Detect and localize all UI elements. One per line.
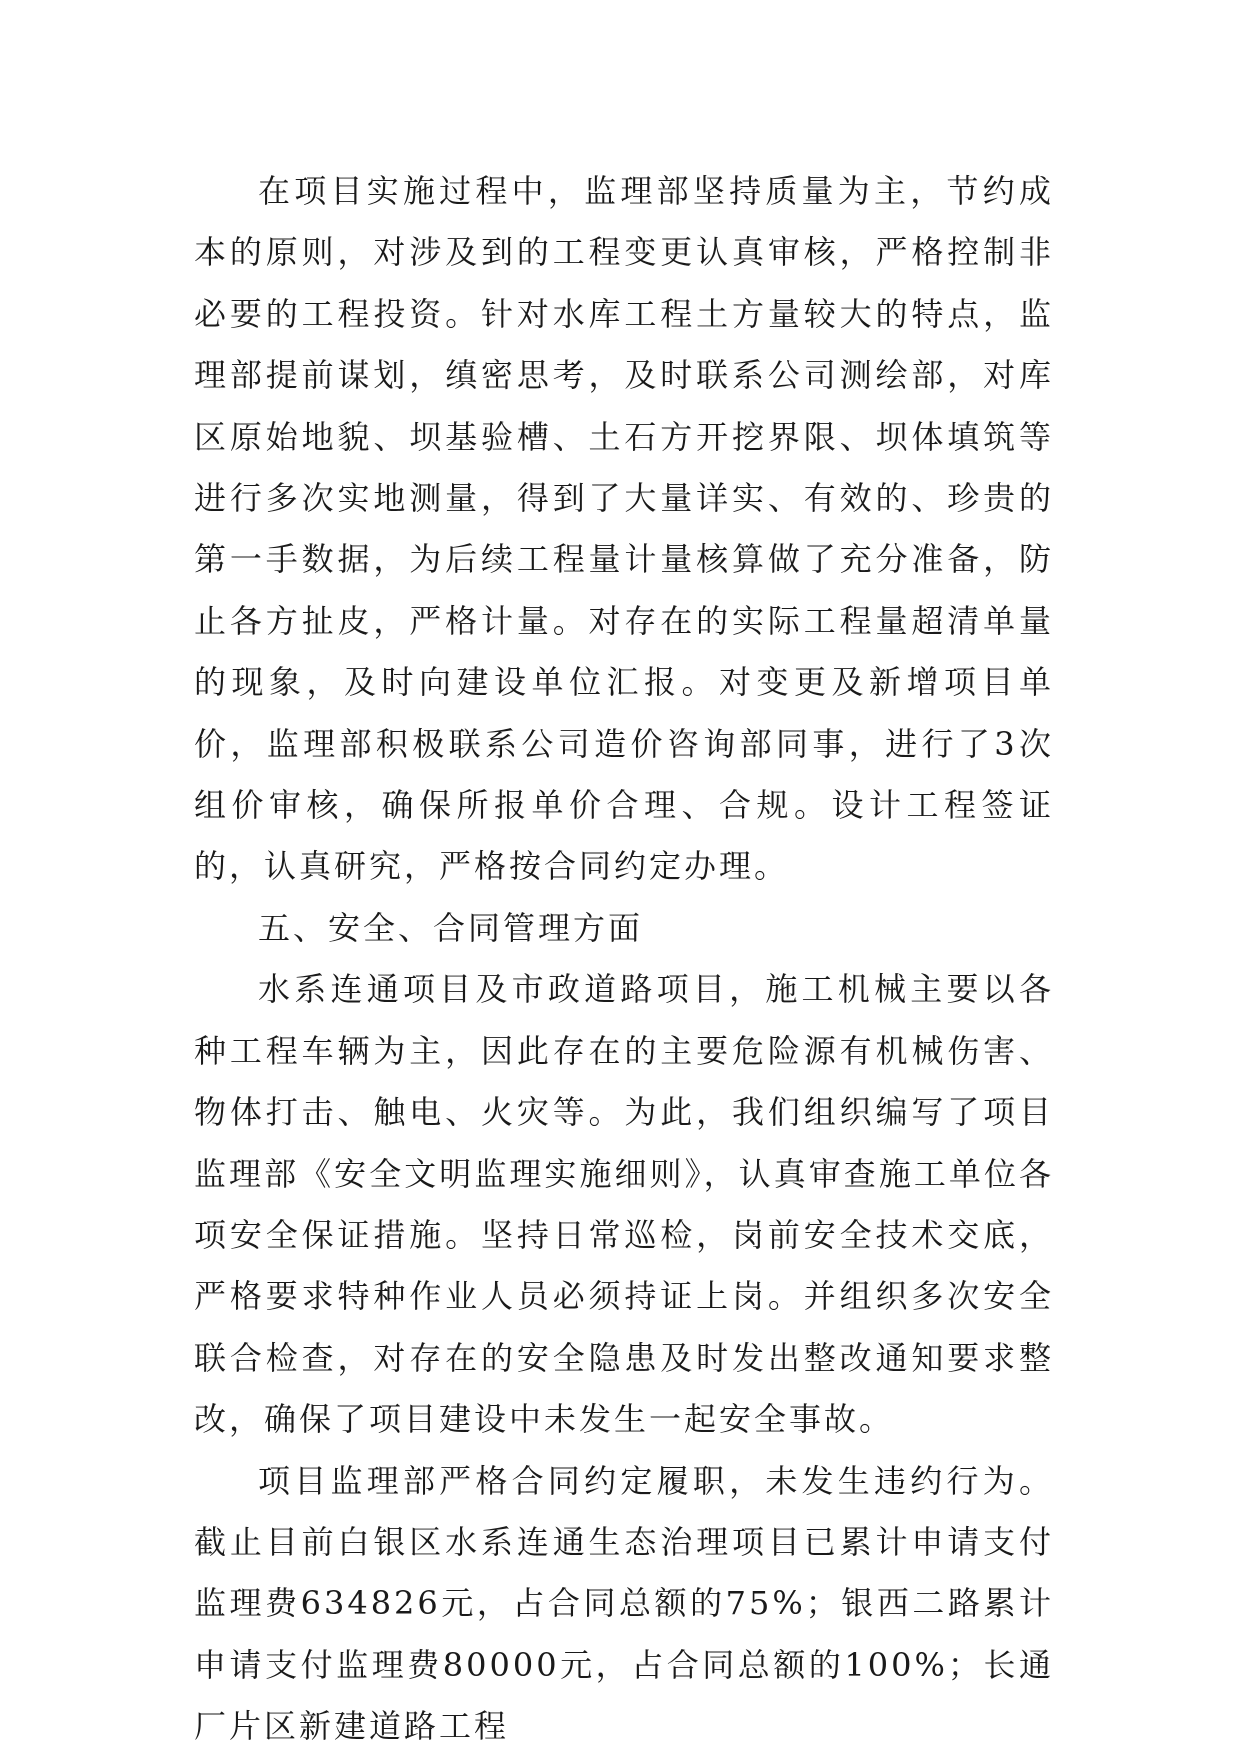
paragraph-contract-management: 项目监理部严格合同约定履职，未发生违约行为。截止目前白银区水系连通生态治理项目已累计申请支付监理费634826元，占合同总额的75%；银西二路累计申请支付监理费80000元，占合同总额的100%；长通厂片区新建道路工程	[194, 1461, 1054, 1746]
section-heading-safety-contract: 五、安全、合同管理方面	[258, 908, 644, 947]
paragraph-safety-management: 水系连通项目及市政道路项目，施工机械主要以各种工程车辆为主，因此存在的主要危险源有机械伤害、物体打击、触电、火灾等。为此，我们组织编写了项目监理部《安全文明监理实施细则》，认真审查施工单位各项安全保证措施。坚持日常巡检，岗前安全技术交底，严格要求特种作业人员必须持证上岗。并组织多次安全联合检查，对存在的安全隐患及时发出整改通知要求整改，确保了项目建设中未发生一起安全事故。	[194, 970, 1054, 1439]
paragraph-cost-control: 在项目实施过程中，监理部坚持质量为主，节约成本的原则，对涉及到的工程变更认真审核，严格控制非必要的工程投资。针对水库工程土方量较大的特点，监理部提前谋划，缜密思考，及时联系公司测绘部，对库区原始地貌、坝基验槽、土石方开挖界限、坝体填筑等进行多次实地测量，得到了大量详实、有效的、珍贵的第一手数据，为后续工程量计量核算做了充分准备，防止各方扯皮，严格计量。对存在的实际工程量超清单量的现象，及时向建设单位汇报。对变更及新增项目单价，监理部积极联系公司造价咨询部同事，进行了3次组价审核，确保所报单价合理、合规。设计工程签证的，认真研究，严格按合同约定办理。	[194, 172, 1054, 886]
document-body	[194, 161, 1054, 1758]
